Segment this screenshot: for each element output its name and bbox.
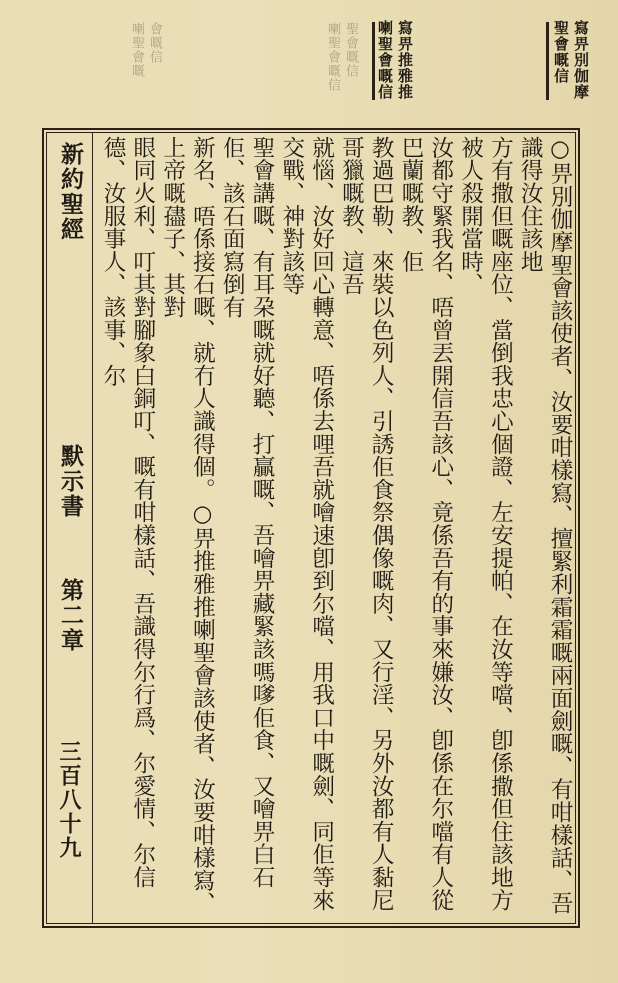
text-column: 新名、唔係接石嘅、就冇人識得個。○畀推雅推喇聖會該使者、汝要咁樣寫、上帝嘅孻子、其對 — [159, 136, 216, 915]
chapter-label: 第二章 — [57, 578, 84, 653]
text-column: 方有撒但嘅座位、當倒我忠心個證、左安提帕、在汝等噹、卽係撒但住該地方被人殺開當時、 — [457, 136, 514, 912]
header-divider — [372, 22, 375, 100]
header-note-d: 喇聖會嘅信 — [376, 20, 394, 100]
header-note-b: 聖會嘅信 — [552, 20, 570, 84]
text-column: 聖會講嘅、有耳朶嘅就好聽、打贏嘅、吾噲畀藏緊該嗎嗲佢食、又噲畀白石佢、該石面寫倒有 — [219, 136, 276, 889]
text-column — [96, 136, 97, 920]
header-divider — [546, 22, 549, 100]
margin-rule — [92, 132, 93, 924]
text-column: 教過巴勒、來裝以色列人、引誘佢食祭偶像嘅肉、又行淫、另外汝都有人黏尼哥獵嘅教、這吾 — [338, 136, 395, 912]
page-number: 三百八十九 — [56, 740, 82, 860]
scripture-text-body — [96, 136, 574, 920]
header-note-c: 寫畀推雅推 — [396, 20, 414, 100]
text-column: 眼同火利、叮其對腳象白銅叮、嘅有咁樣話、吾識得尔行爲、尔愛情、尔信德、汝服事人、該事、尔 — [100, 136, 156, 889]
bleed-through-text: 聖會嘅信 — [343, 22, 358, 78]
header-note-a: 寫畀別伽摩 — [572, 20, 590, 100]
text-column: 汝都守緊我名、唔曾丟開信吾該心、竟係吾有的事來嫌汝、卽係在尔噹有人從巴蘭嘅教、佢 — [398, 136, 454, 912]
bleed-through-text: 喇聖會嘅 — [129, 22, 144, 78]
text-column: 就惱、汝好回心轉意、唔係去哩吾就噲速卽到尔噹、用我口中嘅劍、同佢等來交戰、神對該等 — [278, 136, 335, 912]
book-title: 新約聖經 — [57, 142, 84, 242]
bleed-through-text: 會嘅信 — [147, 22, 162, 64]
bleed-through-text: 喇聖會嘅信 — [325, 22, 340, 92]
book-section: 默示書 — [57, 444, 84, 519]
text-column: ○畀別伽摩聖會該使者、汝要咁樣寫、擅緊利霜霜嘅兩面劍嘅、有咁樣話、吾識得汝住該地 — [517, 136, 573, 915]
